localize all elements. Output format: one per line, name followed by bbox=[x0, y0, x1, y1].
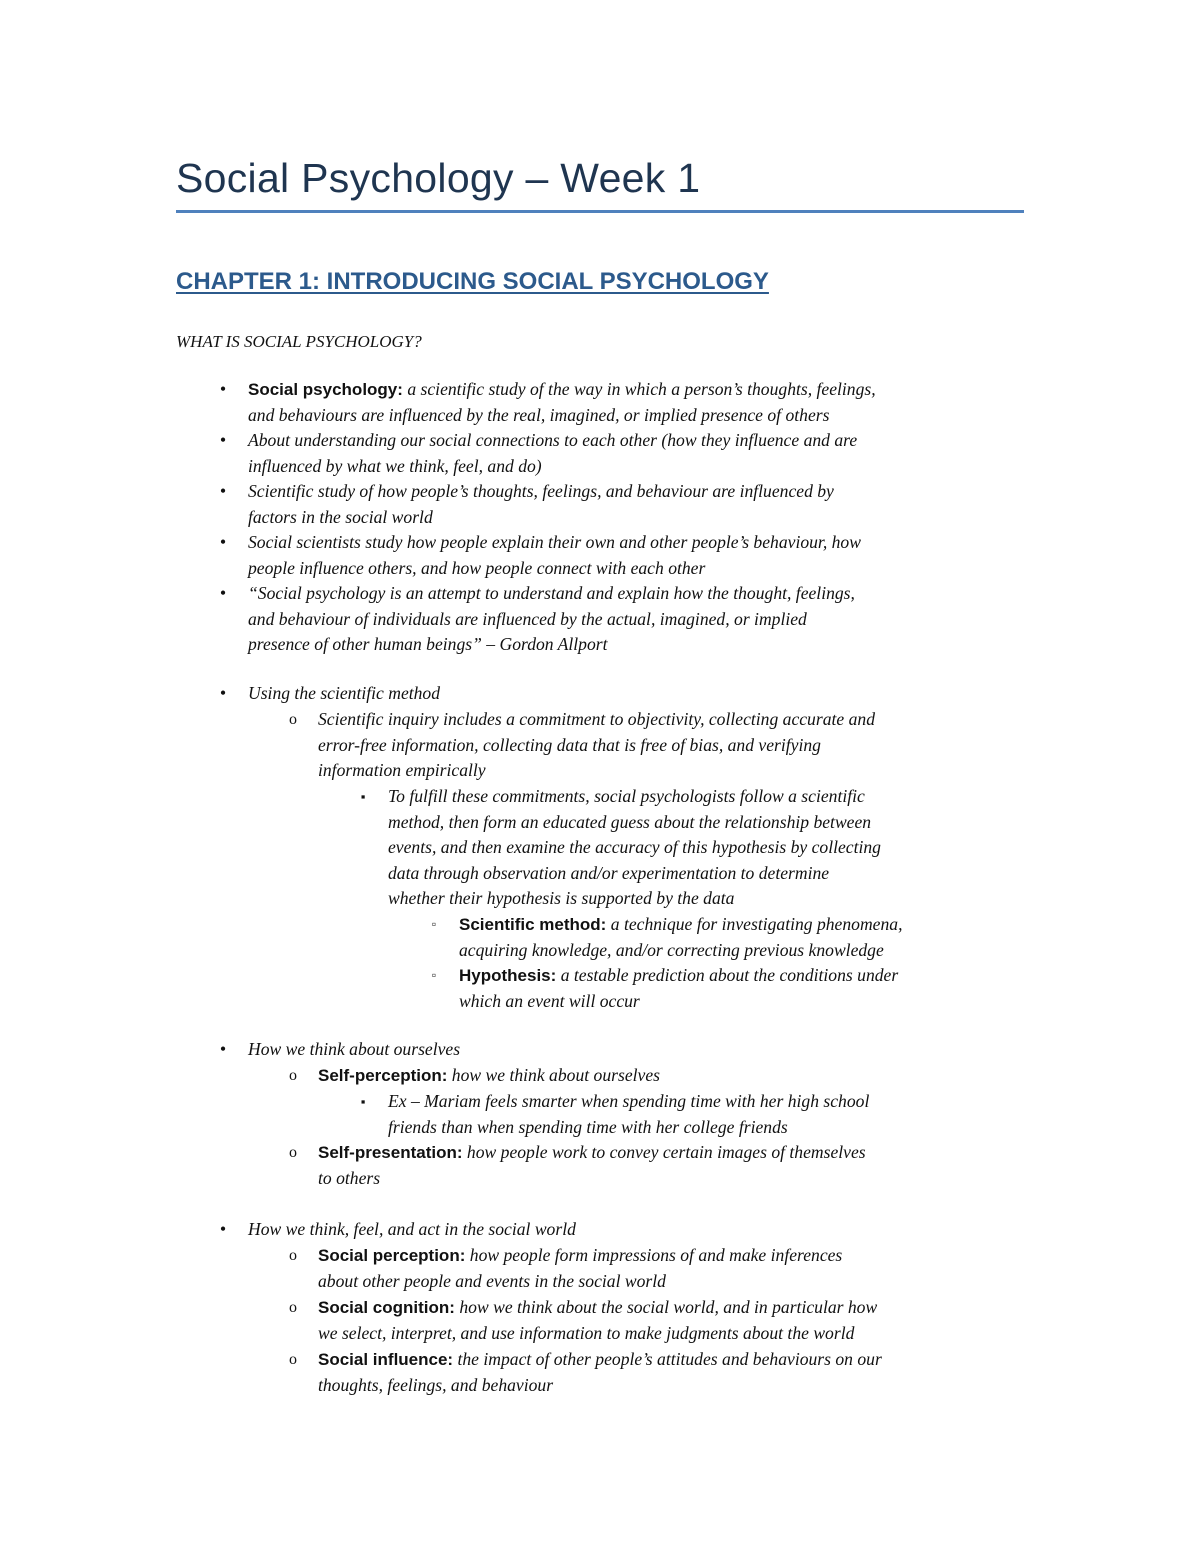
square-bullet-marker: ▪ bbox=[360, 1094, 366, 1109]
sub-bullet-marker: o bbox=[289, 711, 297, 728]
item-line: method, then form an educated guess about the relationship between bbox=[388, 811, 872, 832]
section-heading: WHAT IS SOCIAL PSYCHOLOGY? bbox=[176, 332, 422, 351]
chapter-heading: CHAPTER 1: INTRODUCING SOCIAL PSYCHOLOGY bbox=[176, 268, 769, 295]
item-line: friends than when spending time with her college friends bbox=[388, 1116, 788, 1137]
sub-bullet-marker: o bbox=[289, 1144, 297, 1161]
bullet-marker: • bbox=[219, 583, 227, 603]
item-line: data through observation and/or experimentation to determine bbox=[388, 862, 830, 883]
definition-line: a scientific study of the way in which a person’s thoughts, feelings, bbox=[402, 379, 876, 399]
definition-line: thoughts, feelings, and behaviour bbox=[318, 1374, 554, 1395]
item-line: Scientific inquiry includes a commitment to objectivity, collecting accurate and bbox=[318, 709, 875, 729]
item-line: presence of other human beings” – Gordon Allport bbox=[248, 634, 608, 654]
item-line: whether their hypothesis is supported by the data bbox=[388, 888, 735, 908]
definition-line: the impact of other people’s attitudes and behaviours on our bbox=[453, 1349, 882, 1369]
item-line: About understanding our social connections to each other (how they influence and are bbox=[248, 430, 858, 450]
item-line: Social scientists study how people explain their own and other people’s behaviour, how bbox=[248, 532, 861, 552]
definition-line: about other people and events in the social world bbox=[318, 1270, 666, 1291]
item-line: How we think about ourselves bbox=[248, 1039, 461, 1059]
item-line: influenced by what we think, feel, and do) bbox=[248, 455, 542, 476]
term: Social perception: bbox=[318, 1246, 466, 1265]
item-line: people influence others, and how people connect with each other bbox=[248, 557, 706, 578]
definition-line: how we think about ourselves bbox=[447, 1065, 660, 1085]
square-bullet-marker: ▪ bbox=[360, 789, 366, 804]
definition-line: acquiring knowledge, and/or correcting previous knowledge bbox=[459, 939, 884, 960]
open-square-bullet-marker: ▫ bbox=[431, 917, 437, 931]
term: Social cognition: bbox=[318, 1298, 455, 1317]
definition-line: which an event will occur bbox=[459, 990, 640, 1011]
sub-bullet-marker: o bbox=[289, 1247, 297, 1264]
item-line: factors in the social world bbox=[248, 506, 433, 527]
definition-line: we select, interpret, and use information to make judgments about the world bbox=[318, 1322, 855, 1343]
item-line: error-free information, collecting data that is free of bias, and verifying bbox=[318, 734, 821, 755]
sub-bullet-marker: o bbox=[289, 1351, 297, 1368]
bullet-marker: • bbox=[219, 532, 227, 552]
term: Self-perception: bbox=[318, 1066, 448, 1085]
item-line: Scientific study of how people’s thoughts, feelings, and behaviour are influenced by bbox=[248, 481, 834, 501]
page-title: Social Psychology – Week 1 bbox=[176, 155, 701, 201]
definition-line: a testable prediction about the conditions under bbox=[556, 965, 899, 985]
title-underline-rule bbox=[176, 210, 1024, 213]
definition-line: and behaviours are influenced by the real, imagined, or implied presence of others bbox=[248, 404, 830, 425]
definition-line: how we think about the social world, and in particular how bbox=[454, 1297, 878, 1317]
item-line: How we think, feel, and act in the social world bbox=[248, 1219, 576, 1239]
bullet-marker: • bbox=[219, 1039, 227, 1059]
definition-line: to others bbox=[318, 1167, 381, 1188]
definition-line: a technique for investigating phenomena, bbox=[606, 914, 903, 934]
term: Self-presentation: bbox=[318, 1143, 463, 1162]
open-square-bullet-marker: ▫ bbox=[431, 968, 437, 982]
bullet-marker: • bbox=[219, 379, 227, 399]
bullet-marker: • bbox=[219, 1219, 227, 1239]
item-line: To fulfill these commitments, social psychologists follow a scientific bbox=[388, 786, 865, 806]
item-line: “Social psychology is an attempt to understand and explain how the thought, feelings, bbox=[248, 583, 855, 603]
item-line: events, and then examine the accuracy of this hypothesis by collecting bbox=[388, 837, 881, 857]
bullet-marker: • bbox=[219, 683, 227, 703]
item-line: and behaviour of individuals are influenced by the actual, imagined, or implied bbox=[248, 608, 807, 629]
definition-line: how people work to convey certain images of themselves bbox=[462, 1142, 866, 1162]
sub-bullet-marker: o bbox=[289, 1299, 297, 1316]
bullet-marker: • bbox=[219, 430, 227, 450]
item-line: Using the scientific method bbox=[248, 683, 441, 703]
definition-line: how people form impressions of and make inferences bbox=[465, 1245, 843, 1265]
sub-bullet-marker: o bbox=[289, 1067, 297, 1084]
term: Social psychology: bbox=[248, 380, 403, 399]
term: Hypothesis: bbox=[459, 966, 557, 985]
item-line: Ex – Mariam feels smarter when spending time with her high school bbox=[388, 1091, 870, 1111]
term: Scientific method: bbox=[459, 915, 607, 934]
term: Social influence: bbox=[318, 1350, 454, 1369]
item-line: information empirically bbox=[318, 760, 486, 780]
bullet-marker: • bbox=[219, 481, 227, 501]
